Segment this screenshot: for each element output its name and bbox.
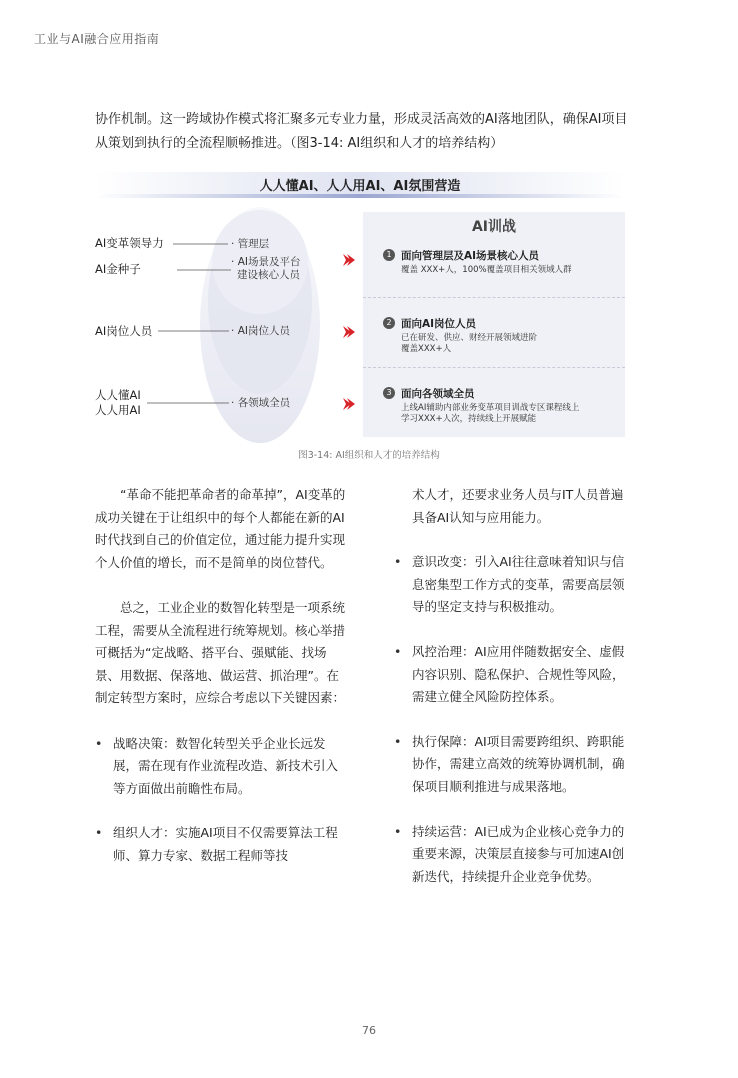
bullet-mindset: • 意识改变：引入AI往往意味着知识与信息密集型工作方式的变革，需要高层领导的坚定支持与积极推动。: [394, 551, 634, 619]
figure-banner-text: 人人懂AI、人人用AI、AI氛围营造: [259, 179, 461, 194]
inner-label-ai-post: · AI岗位人员: [231, 325, 290, 337]
training-item-desc: 覆盖 XXX+人，100%覆盖项目相关领域人群: [401, 265, 572, 275]
right-column: [394, 484, 634, 910]
bullet-risk-governance: • 风控治理：AI应用伴随数据安全、虚假内容识别、隐私保护、合规性等风险，需建立健全风险防控体系。: [394, 641, 634, 709]
ai-training-panel: [363, 212, 625, 437]
left-bullet-list: [95, 733, 350, 868]
training-item-desc: 已在研发、供应、财经开展领域进阶 覆盖XXX+人: [401, 333, 538, 354]
dashed-separator: [363, 297, 625, 298]
intro-line-2: 从策划到执行的全流程顺畅推进。（图3-14: AI组织和人才的培养结构）: [95, 136, 504, 151]
inner-label-all-staff: · 各领域全员: [231, 397, 291, 409]
red-arrow-icon: [340, 252, 356, 268]
paragraph-summary: 总之，工业企业的数智化转型是一项系统工程，需要从全流程进行统筹规划。核心举措可概括为“定战略、搭平台、强赋能、找场景、用数据、保落地、做运营、抓治理”。在制定转型方案时，应综合考虑以下关键因素：: [95, 599, 346, 706]
org-talent-figure: [95, 172, 625, 442]
intro-line-1: 协作机制。这一跨域协作模式将汇聚多元专业力量，形成灵活高效的AI落地团队，确保AI项目: [95, 112, 628, 127]
number-badge: 2: [383, 317, 395, 329]
label-everyone-uses-ai: 人人用AI: [95, 403, 141, 417]
red-arrow-icon: [340, 396, 356, 412]
figure-caption: 图3-14: AI组织和人才的培养结构: [298, 450, 440, 461]
page-number: 76: [362, 1024, 376, 1037]
red-arrow-icon: [340, 324, 356, 340]
inner-label-core-staff: · AI场景及平台: [231, 256, 301, 268]
training-item-head: 面向各领域全员: [401, 388, 475, 400]
training-item-head: 面向AI岗位人员: [401, 318, 477, 330]
dashed-separator: [363, 367, 625, 368]
label-ai-golden-seed: AI金种子: [95, 262, 141, 276]
bullet-strategy: • 战略决策：数智化转型关乎企业长远发展，需在现有作业流程改造、新技术引入等方面做出前瞻性布局。: [95, 733, 350, 801]
training-item-desc: 上线AI辅助内部业务变革项目训战专区课程线上 学习XXX+人次，持续线上开展赋能: [401, 403, 580, 424]
bullet-execution: • 执行保障：AI项目需要跨组织、跨职能协作，需建立高效的统筹协调机制，确保项目顺利推进与成果落地。: [394, 731, 634, 799]
left-column: [95, 484, 350, 890]
bullet-continuation: 术人才，还要求业务人员与IT人员普遍具备AI认知与应用能力。: [412, 487, 624, 525]
bullet-operations: • 持续运营：AI已成为企业核心竞争力的重要来源，决策层直接参与可加速AI创新迭代，持续提升企业竞争优势。: [394, 821, 634, 889]
number-badge: 3: [383, 387, 395, 399]
figure-banner: [95, 172, 625, 198]
label-ai-change-leadership: AI变革领导力: [95, 236, 164, 250]
bullet-org-talent: • 组织人才：实施AI项目不仅需要算法工程师、算力专家、数据工程师等技: [95, 822, 350, 867]
running-header: 工业与AI融合应用指南: [34, 32, 160, 46]
right-bullet-list: [394, 551, 634, 888]
inner-label-core-staff-2: 建设核心人员: [237, 269, 300, 281]
number-badge: 1: [383, 249, 395, 261]
intro-paragraph: [95, 108, 635, 156]
inner-label-management: · 管理层: [231, 238, 270, 250]
paragraph-revolution: “革命不能把革命者的命革掉”，AI变革的成功关键在于让组织中的每个人都能在新的AI时代找到自己的价值定位，通过能力提升实现个人价值的增长，而不是简单的岗位替代。: [95, 487, 346, 570]
label-ai-post-staff: AI岗位人员: [95, 324, 153, 338]
label-everyone-understands-ai: 人人懂AI: [95, 388, 141, 402]
training-item-head: 面向管理层及AI场景核心人员: [401, 250, 540, 262]
training-title: AI训战: [471, 219, 517, 235]
